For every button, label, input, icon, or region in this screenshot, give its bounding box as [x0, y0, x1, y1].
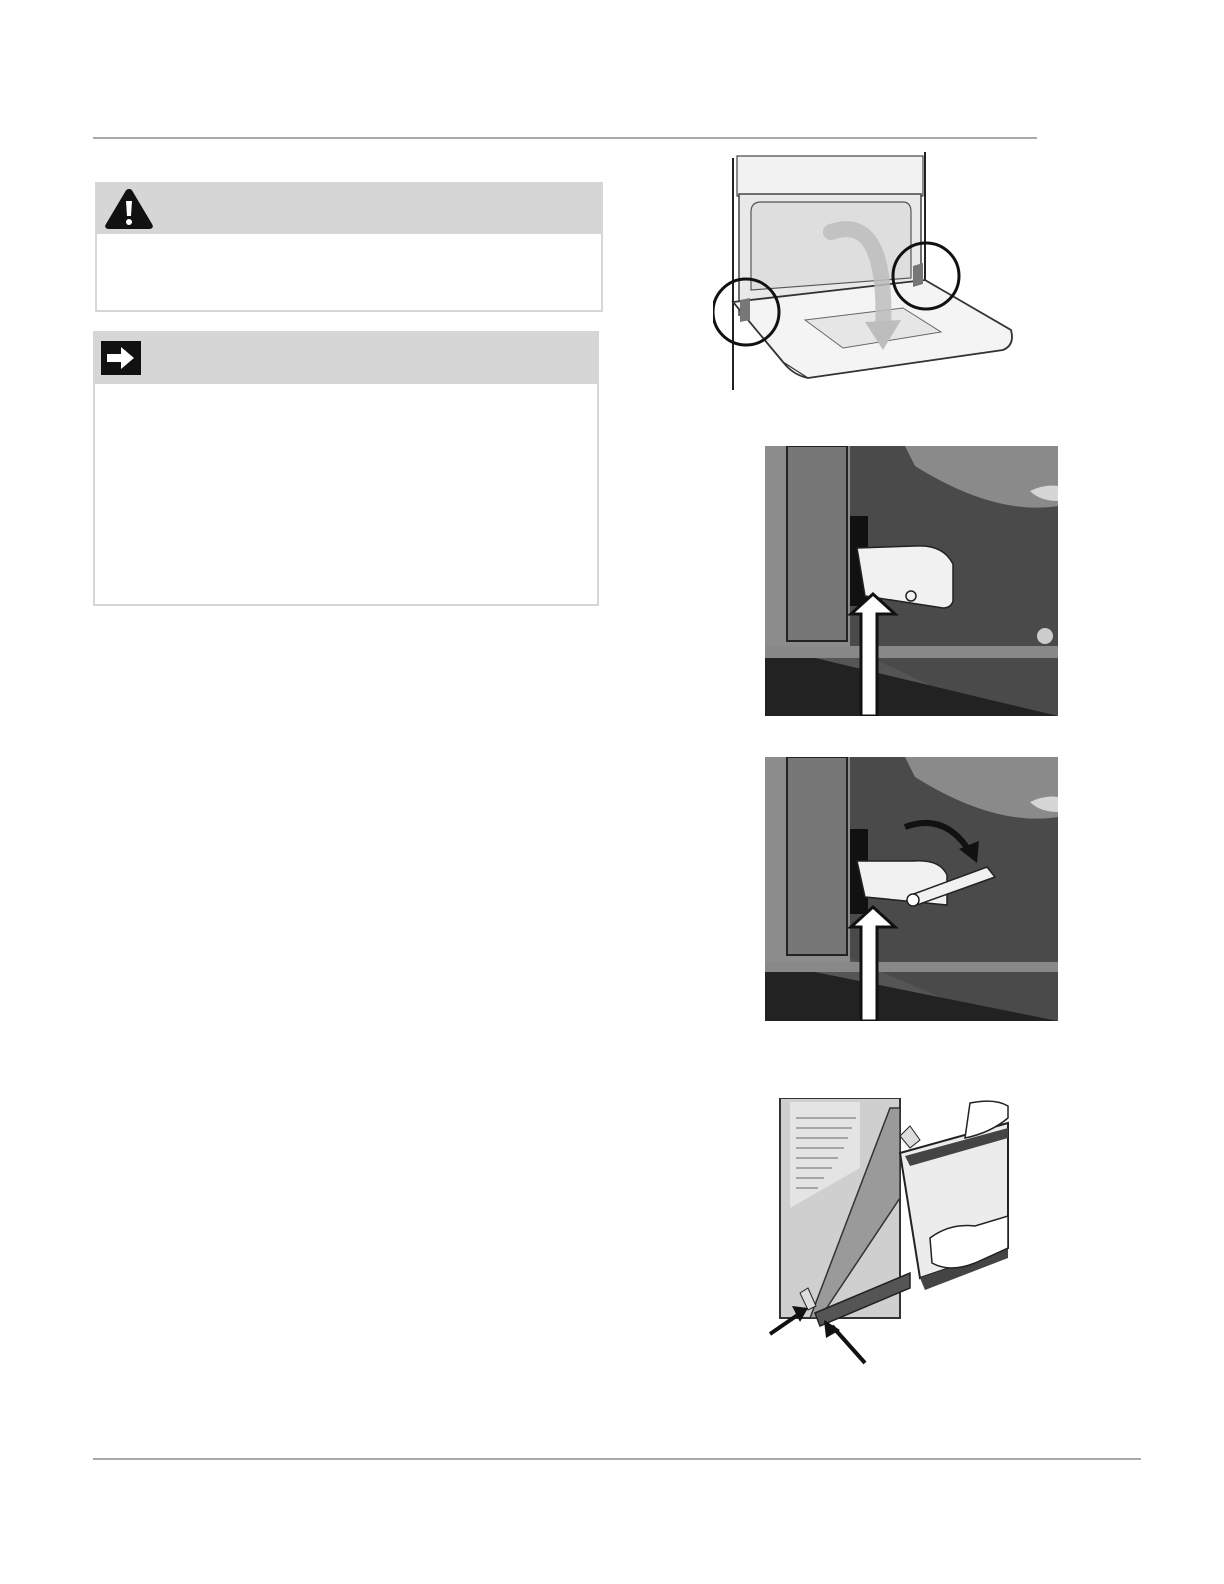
top-rule	[93, 137, 1037, 139]
hinge-lever-illustration-2	[765, 757, 1058, 1021]
arrow-right-icon	[101, 341, 141, 375]
bottom-rule	[93, 1458, 1141, 1460]
warning-header	[97, 184, 601, 234]
note-callout	[93, 331, 599, 606]
oven-door-open-illustration	[713, 150, 1023, 395]
warning-triangle-icon	[103, 187, 155, 231]
note-header	[95, 333, 597, 384]
note-text	[95, 384, 597, 604]
hinge-lever-illustration-1	[765, 446, 1058, 716]
door-removal-illustration	[760, 1098, 1015, 1366]
warning-text	[97, 234, 601, 310]
warning-callout	[95, 182, 603, 312]
